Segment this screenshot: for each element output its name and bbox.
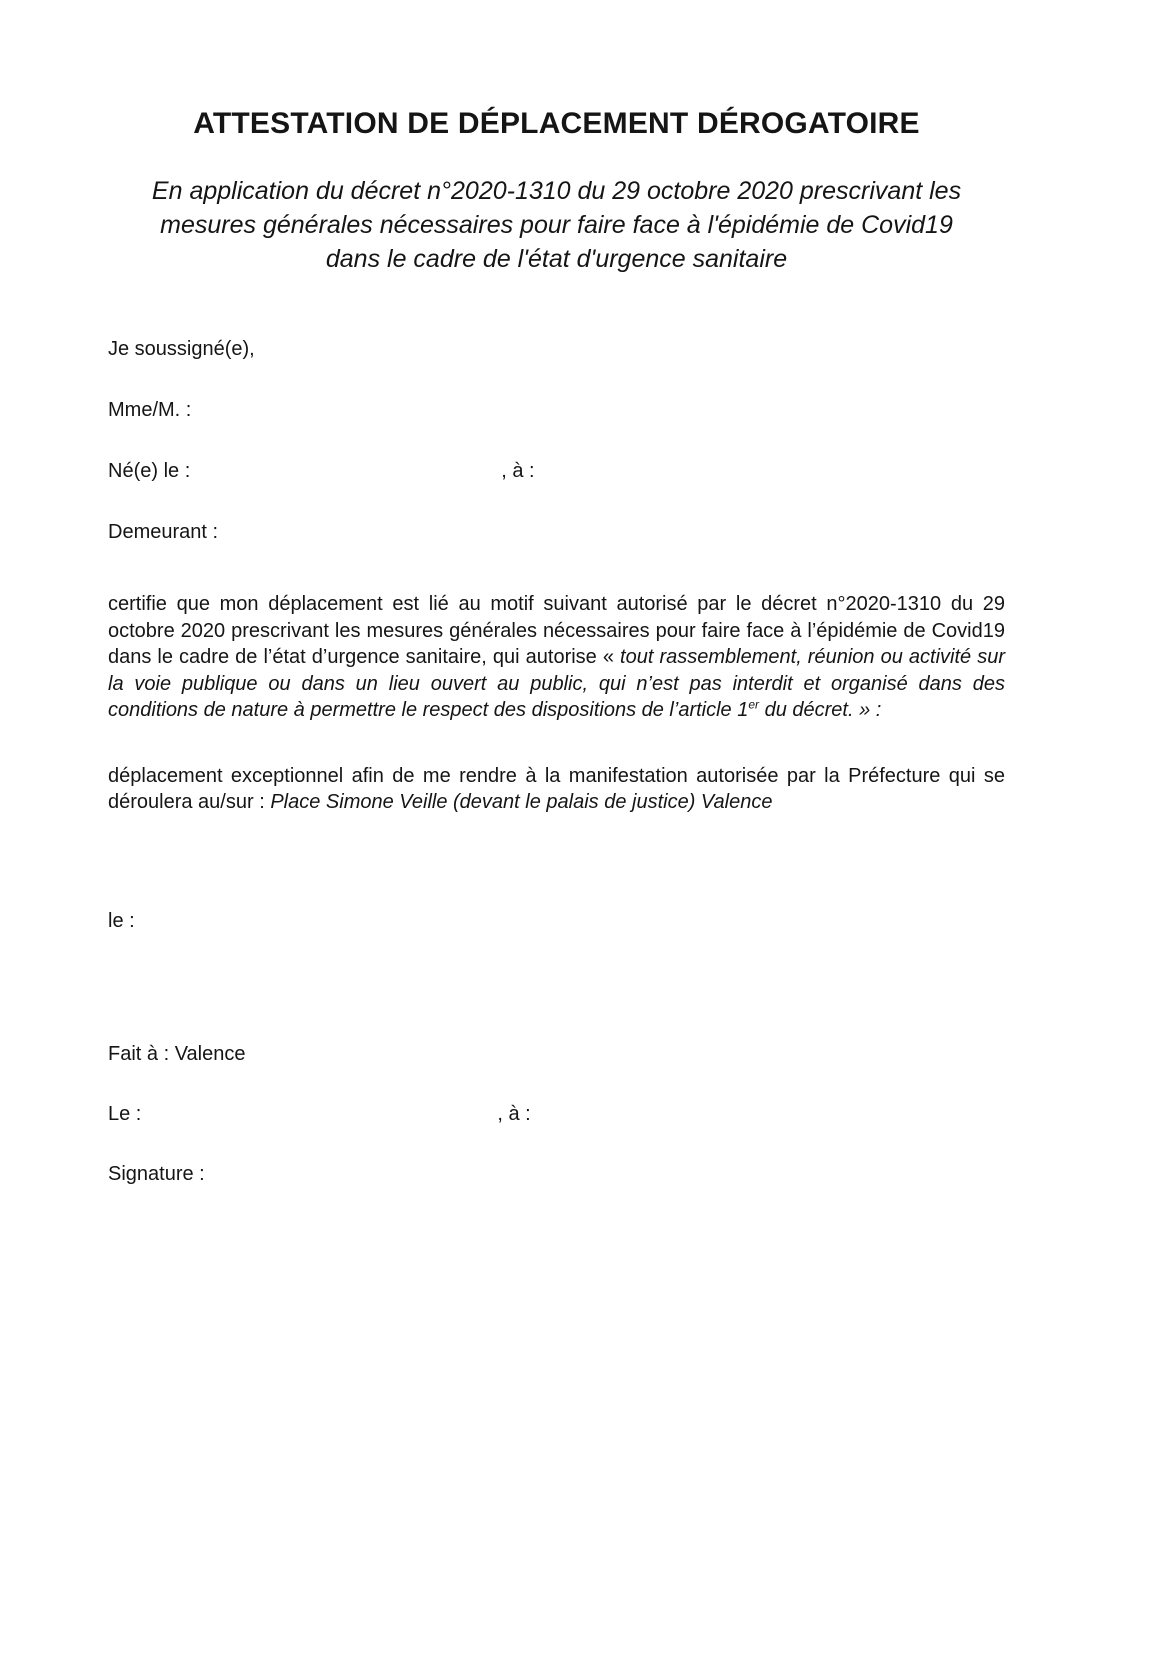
subtitle-line: dans le cadre de l'état d'urgence sanitaire	[325, 245, 788, 273]
intro-line: Je soussigné(e),	[108, 338, 255, 360]
address-field-row	[108, 521, 1005, 544]
certification-text: certifie que mon déplacement est lié au motif suivant autorisé par le décret n°2020-1310 du 29 octobre 2020 prescrivant les mesures générales nécessaires pour faire face à l’épidémie de Covid19 dans le cadre de l’état d’urgence sanitaire, qui autorise «	[108, 593, 1005, 668]
address-label: Demeurant :	[108, 521, 219, 543]
subtitle-line: En application du décret n°2020-1310 du 29 octobre 2020 prescrivant les	[151, 177, 962, 205]
document-content	[108, 0, 1005, 1186]
birthdate-label: Né(e) le :	[108, 460, 191, 482]
signature-line: Signature :	[108, 1162, 205, 1185]
certification-paragraph	[108, 591, 1005, 724]
subtitle-line: mesures générales nécessaires pour faire face à l'épidémie de Covid19	[160, 211, 953, 239]
certification-quote: tout rassemblement, réunion ou activité sur la voie publique ou dans un lieu ouvert au public, qui n’est pas interdit et organisé dans des conditions de nature à permettre le respect des dispositions de l’article 1	[108, 646, 1005, 721]
date-place-line	[108, 1103, 1005, 1126]
name-field-row	[108, 399, 1005, 422]
birth-field-row	[108, 460, 1005, 483]
certification-quote-end: du décret. » :	[759, 699, 882, 721]
ordinal-superscript: er	[748, 697, 760, 712]
closing-place-label: , à :	[497, 1102, 531, 1125]
closing-date-blank-space	[141, 1119, 497, 1120]
reason-location: Place Simone Veille (devant le palais de justice) Valence	[270, 791, 773, 813]
birthdate-blank-space	[190, 476, 501, 477]
name-label: Mme/M. :	[108, 399, 192, 421]
document-title: ATTESTATION DE DÉPLACEMENT DÉROGATOIRE	[193, 107, 920, 140]
birthplace-label: , à :	[501, 460, 535, 482]
closing-date-label: Le :	[108, 1102, 142, 1125]
date-blank-line: le :	[108, 909, 135, 932]
document-subtitle	[108, 174, 1005, 276]
reason-text: déplacement exceptionnel afin de me rendre à la manifestation autorisée par la Préfecture qui se déroulera au/sur :	[108, 764, 1005, 813]
reason-paragraph	[108, 763, 1005, 816]
made-at-line: Fait à : Valence	[108, 1042, 246, 1065]
